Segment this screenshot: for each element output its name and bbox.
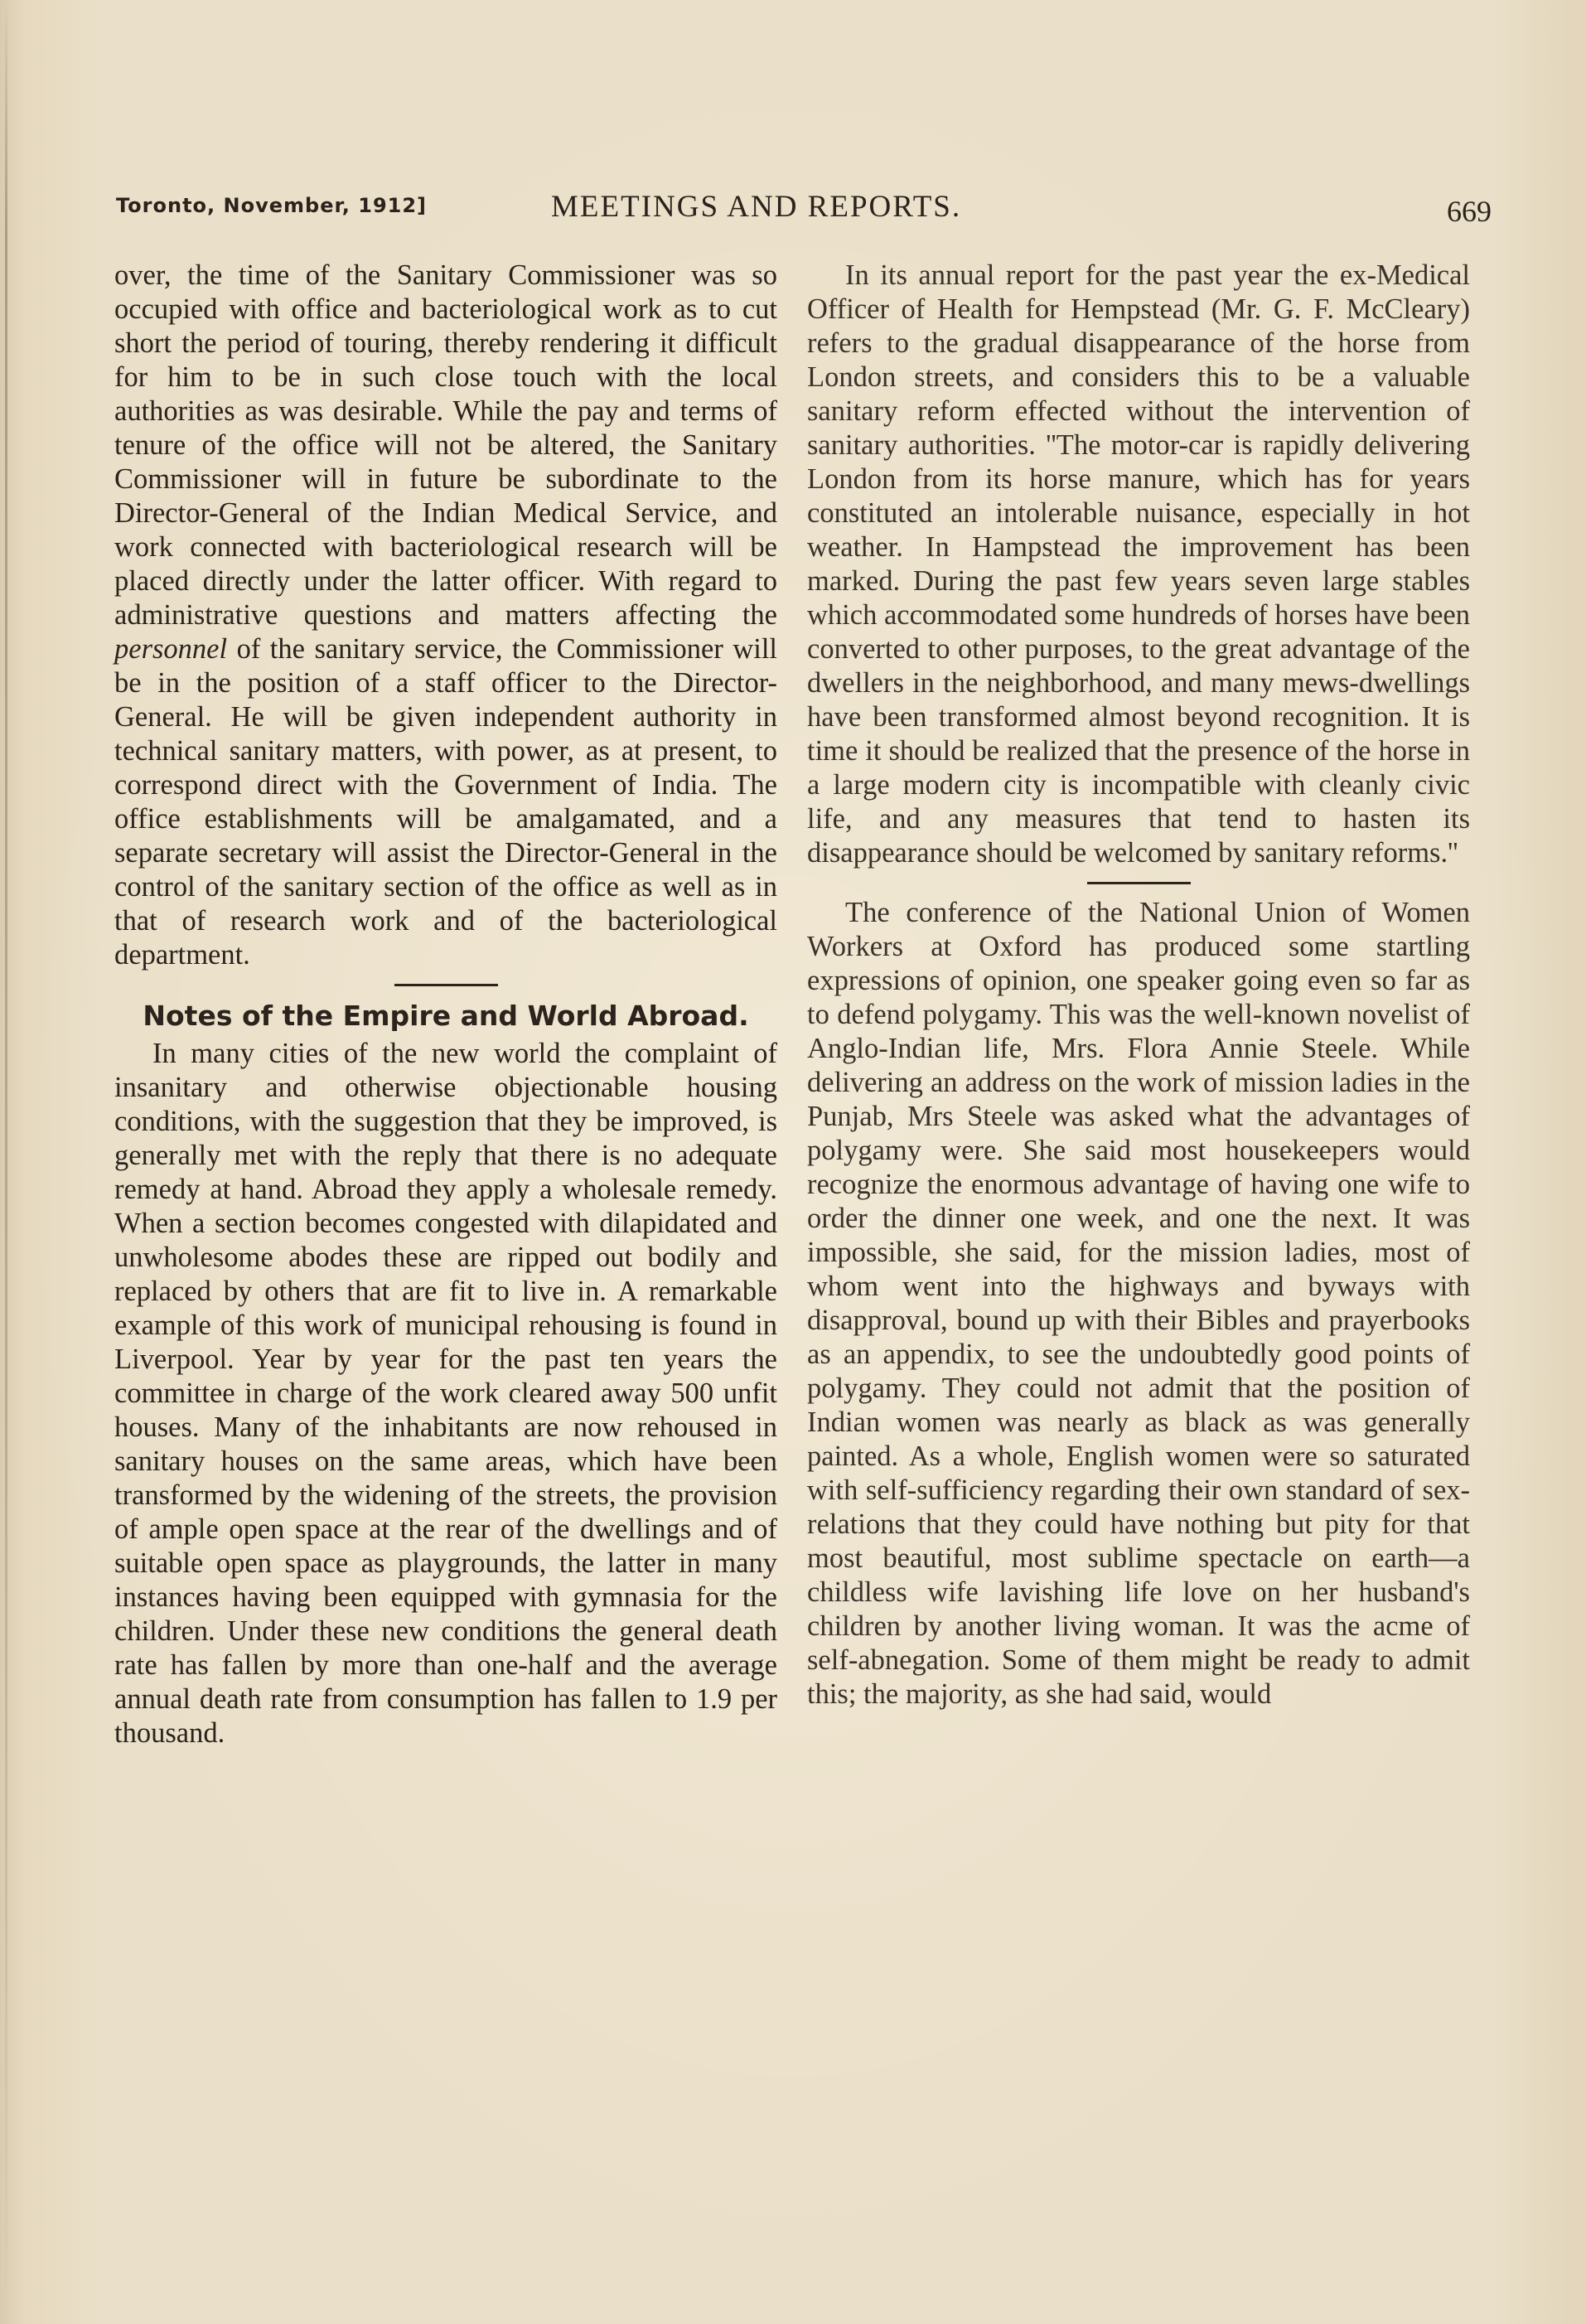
left-paragraph-text-a: over, the time of the Sanitary Commissioner was so occupied with office and bacteriological work as to cut short the period of touring, thereby rendering it difficult for him to be in such close touch with the local authorities as was desirable. While the pay and terms of tenure of the office will not be altered, the Sanitary Commissioner will in future be subordinate to the Director-General of the Indian Medical Service, and work connected with bacteriological research will be placed directly under the latter officer. With regard to administrative questions and matters affecting the xyxy=(114,259,777,631)
left-paragraph-text-b: of the sanitary service, the Commissioner will be in the position of a staff officer to the Director-General. He will be given independent authority in technical sanitary matters, with power, as at present, to correspond direct with the Government of India. The office establishments will be amalgamated, and a separate secretary will assist the Director-General in the control of the sanitary section of the office as well as in that of research work and of the bacteriological department. xyxy=(114,633,777,971)
section-divider xyxy=(1087,882,1191,884)
italic-term: personnel xyxy=(114,633,228,665)
header-date: Toronto, November, 1912] xyxy=(116,194,428,217)
left-paragraph-rehousing: In many cities of the new world the complaint of insanitary and otherwise objectionable housing conditions, with the suggestion that they be improved, is generally met with the reply that there is no adequate remedy at hand. Abroad they apply a wholesale remedy. When a section becomes congested with dilapidated and unwholesome abodes these are ripped out bodily and replaced by others that are fit to live in. A remarkable example of this work of municipal rehousing is found in Liverpool. Year by year for the past ten years the committee in charge of the work cleared away 500 unfit houses. Many of the inhabitants are now rehoused in sanitary houses on the same areas, which have been transformed by the widening of the streets, the provision of ample open space at the rear of the dwellings and of suitable open space as playgrounds, the latter in many instances having been equipped with gymnasia for the children. Under these new conditions the general death rate has fallen by more than one-half and the average annual death rate from consumption has fallen to 1.9 per thousand. xyxy=(114,1038,777,1749)
section-divider xyxy=(394,984,498,986)
right-paragraph-horse: In its annual report for the past year the ex-Medical Officer of Health for Hempstead (Mr. G. F. McCleary) refers to the gradual disappearance of the horse from London streets, and considers this to be a valuable sanitary reform effected without the intervention of sanitary authorities. ''The motor-car is rapidly delivering London from its horse manure, which has for years constituted an intolerable nuisance, especially in hot weather. In Hampstead the improvement has been marked. During the past few years seven large stables which accommodated some hundreds of horses have been converted to other purposes, to the great advantage of the dwellers in the neighborhood, and many mews-dwellings have been transformed almost beyond recognition. It is time it should be realized that the presence of the horse in a large modern city is incompatible with cleanly civic life, and any measures that tend to hasten its disappearance should be welcomed by sanitary reforms.'' xyxy=(807,259,1470,869)
page-number: 669 xyxy=(1447,195,1492,228)
section-heading: Notes of the Empire and World Abroad. xyxy=(143,1000,749,1032)
left-column xyxy=(114,259,777,1750)
right-column xyxy=(807,259,1470,1712)
running-header xyxy=(116,189,1492,230)
binding-edge xyxy=(5,0,7,2324)
right-paragraph-conference: The conference of the National Union of Women Workers at Oxford has produced some startling expressions of opinion, one speaker going even so far as to defend polygamy. This was the well-known novelist of Anglo-Indian life, Mrs. Flora Annie Steele. While delivering an address on the work of mission ladies in the Punjab, Mrs Steele was asked what the advantages of polygamy were. She said most housekeepers would recognize the enormous advantage of having one wife to order the dinner one week, and one the next. It was impossible, she said, for the mission ladies, most of whom went into the highways and byways with disapproval, bound up with their Bibles and prayerbooks as an appendix, to see the undoubtedly good points of polygamy. They could not admit that the position of Indian women was nearly as black as was generally painted. As a whole, English women were so saturated with self-sufficiency regarding their own standard of sex-relations that they could have nothing but pity for that most beautiful, most sublime spectacle on earth—a childless wife lavishing life love on her husband's children by another living woman. It was the acme of self-abnegation. Some of them might be ready to admit this; the majority, as she had said, would xyxy=(807,897,1470,1710)
header-title: MEETINGS AND REPORTS. xyxy=(551,190,962,224)
left-paragraph-continued xyxy=(114,259,777,972)
